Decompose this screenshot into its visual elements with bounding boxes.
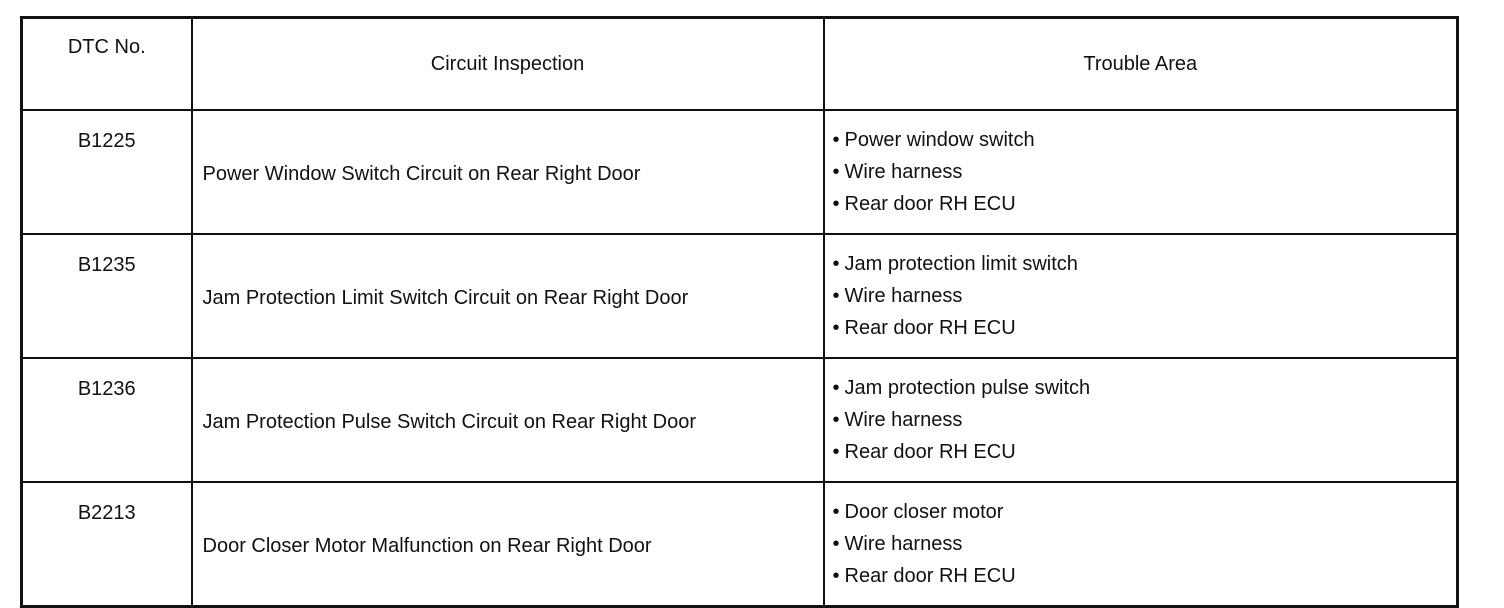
trouble-area-item: Door closer motor <box>844 501 1004 523</box>
table-row <box>22 482 1458 607</box>
bullet-icon: • <box>832 193 840 215</box>
dtc-code: B1236 <box>22 358 192 482</box>
trouble-area-list <box>833 248 1457 344</box>
trouble-area-item: Wire harness <box>844 285 963 307</box>
header-dtc-no: DTC No. <box>22 18 192 111</box>
circuit-inspection: Jam Protection Pulse Switch Circuit on Rear Right Door <box>192 358 824 482</box>
trouble-area-item: Power window switch <box>844 129 1035 151</box>
header-trouble-area: Trouble Area <box>824 18 1458 111</box>
list-item <box>833 312 1457 344</box>
list-item <box>833 528 1457 560</box>
table-row <box>22 110 1458 234</box>
trouble-area-cell <box>824 358 1458 482</box>
trouble-area-item: Wire harness <box>844 533 963 555</box>
trouble-area-item: Jam protection limit switch <box>844 253 1078 275</box>
trouble-area-list <box>833 372 1457 468</box>
dtc-code: B1235 <box>22 234 192 358</box>
bullet-icon: • <box>832 253 840 275</box>
bullet-icon: • <box>832 285 840 307</box>
trouble-area-item: Jam protection pulse switch <box>844 377 1091 399</box>
trouble-area-item: Rear door RH ECU <box>844 565 1016 587</box>
trouble-area-item: Wire harness <box>844 161 963 183</box>
bullet-icon: • <box>832 565 840 587</box>
trouble-area-cell <box>824 482 1458 607</box>
trouble-area-list <box>833 124 1457 220</box>
bullet-icon: • <box>832 161 840 183</box>
trouble-area-cell <box>824 110 1458 234</box>
trouble-area-item: Wire harness <box>844 409 963 431</box>
list-item <box>833 560 1457 592</box>
bullet-icon: • <box>832 501 840 523</box>
trouble-area-item: Rear door RH ECU <box>844 317 1016 339</box>
trouble-area-item: Rear door RH ECU <box>844 441 1016 463</box>
table-row <box>22 358 1458 482</box>
circuit-inspection: Jam Protection Limit Switch Circuit on Rear Right Door <box>192 234 824 358</box>
dtc-table <box>20 16 1459 608</box>
bullet-icon: • <box>832 441 840 463</box>
trouble-area-item: Rear door RH ECU <box>844 193 1016 215</box>
bullet-icon: • <box>832 129 840 151</box>
bullet-icon: • <box>832 317 840 339</box>
trouble-area-list <box>833 496 1457 592</box>
list-item <box>833 248 1457 280</box>
list-item <box>833 188 1457 220</box>
circuit-inspection: Door Closer Motor Malfunction on Rear Right Door <box>192 482 824 607</box>
bullet-icon: • <box>832 377 840 399</box>
list-item <box>833 280 1457 312</box>
list-item <box>833 404 1457 436</box>
list-item <box>833 124 1457 156</box>
table-row <box>22 234 1458 358</box>
bullet-icon: • <box>832 409 840 431</box>
dtc-code: B2213 <box>22 482 192 607</box>
trouble-area-cell <box>824 234 1458 358</box>
list-item <box>833 436 1457 468</box>
table-header-row <box>22 18 1458 111</box>
circuit-inspection: Power Window Switch Circuit on Rear Right Door <box>192 110 824 234</box>
list-item <box>833 156 1457 188</box>
dtc-code: B1225 <box>22 110 192 234</box>
bullet-icon: • <box>832 533 840 555</box>
list-item <box>833 496 1457 528</box>
header-circuit-inspection: Circuit Inspection <box>192 18 824 111</box>
list-item <box>833 372 1457 404</box>
